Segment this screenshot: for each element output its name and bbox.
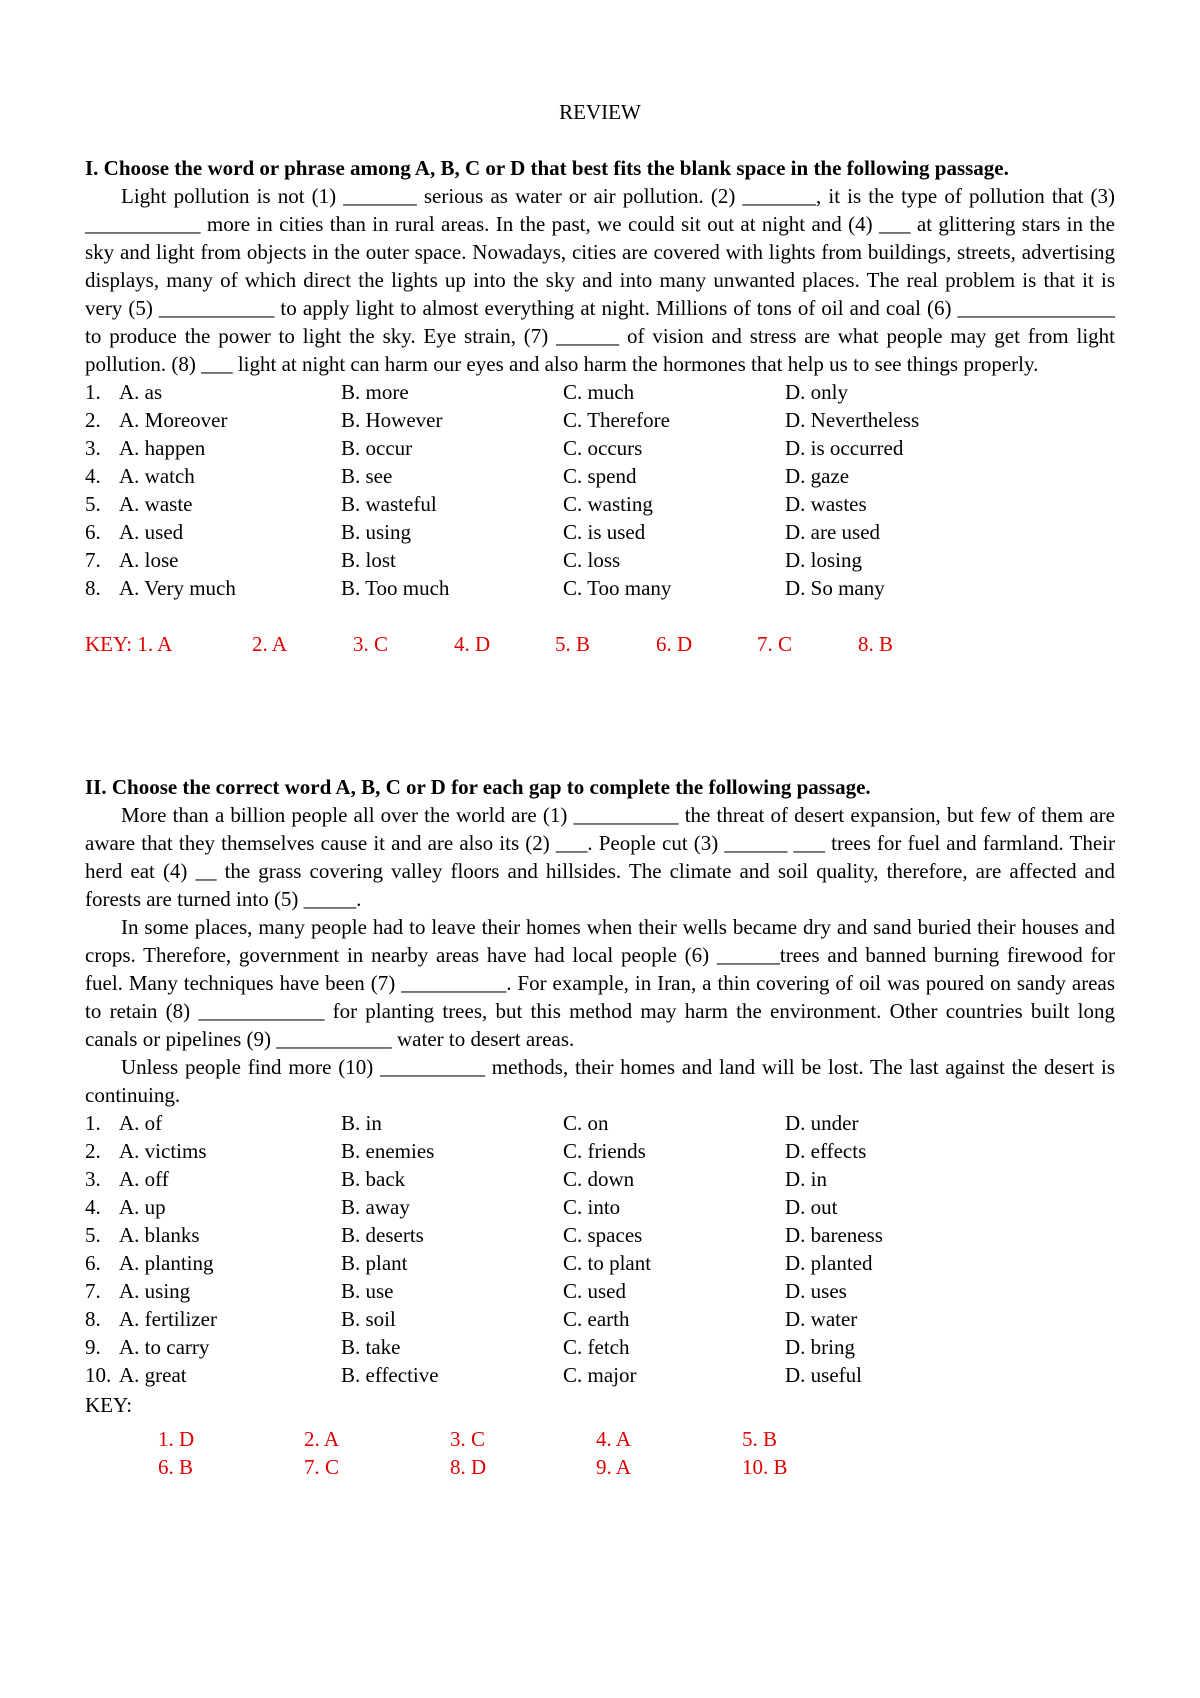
option-a: A. as [119, 380, 163, 404]
option-a: A. victims [119, 1139, 207, 1163]
option-b: B. using [341, 520, 412, 544]
question-number: 5. [85, 492, 101, 516]
page-title: REVIEW [559, 100, 641, 124]
option-b: B. more [341, 380, 409, 404]
option-c: C. to plant [563, 1251, 652, 1275]
option-d: D. losing [785, 548, 863, 572]
question-number: 2. [85, 408, 101, 432]
option-a: A. up [119, 1195, 166, 1219]
question-number: 6. [85, 520, 101, 544]
option-b: B. However [341, 408, 443, 432]
key-item: 2. A [304, 1427, 340, 1451]
option-c: C. spaces [563, 1223, 643, 1247]
option-d: D. gaze [785, 464, 850, 488]
option-row [85, 378, 1115, 406]
key-row [158, 1425, 1115, 1453]
question-number: 4. [85, 464, 101, 488]
option-a: A. planting [119, 1251, 214, 1275]
option-a: A. off [119, 1167, 169, 1191]
option-row [85, 1193, 1115, 1221]
option-d: D. effects [785, 1139, 867, 1163]
option-b: B. back [341, 1167, 406, 1191]
option-c: C. occurs [563, 436, 643, 460]
key-item: 8. B [858, 632, 894, 656]
section-2-options [85, 1109, 1115, 1389]
option-c: C. into [563, 1195, 621, 1219]
key-item: 9. A [596, 1455, 632, 1479]
key-item: 1. D [158, 1427, 195, 1451]
option-c: C. friends [563, 1139, 646, 1163]
option-a: A. watch [119, 464, 195, 488]
option-c: C. wasting [563, 492, 653, 516]
option-b: B. take [341, 1335, 401, 1359]
key-item: 5. B [555, 632, 591, 656]
option-c: C. used [563, 1279, 626, 1303]
option-d: D. is occurred [785, 436, 904, 460]
option-d: D. Nevertheless [785, 408, 920, 432]
question-number: 3. [85, 436, 101, 460]
option-d: D. water [785, 1307, 858, 1331]
option-row [85, 1361, 1115, 1389]
option-b: B. occur [341, 436, 413, 460]
key-item: 7. C [304, 1455, 340, 1479]
option-c: C. spend [563, 464, 637, 488]
key-item: 7. C [757, 632, 793, 656]
key-item: 2. A [252, 632, 288, 656]
option-b: B. use [341, 1279, 394, 1303]
key-item: 10. B [742, 1455, 788, 1479]
option-b: B. deserts [341, 1223, 424, 1247]
question-number: 7. [85, 1279, 101, 1303]
option-c: C. down [563, 1167, 635, 1191]
option-d: D. bareness [785, 1223, 883, 1247]
option-d: D. wastes [785, 492, 867, 516]
key-item: 8. D [450, 1455, 487, 1479]
section-1-options [85, 378, 1115, 602]
question-number: 9. [85, 1335, 101, 1359]
option-a: A. Very much [119, 576, 236, 600]
key-row [158, 1453, 1115, 1481]
option-a: A. Moreover [119, 408, 228, 432]
section-2-passage-1: More than a billion people all over the world are (1) __________ the threat of desert expansion, but few of them are aware that they themselves cause it and are also its (2) ___. People cut (3) ______ ___ trees for fuel and farmland. Their herd eat (4) __ the grass covering valley floors and hillsides. The climate and soil quality, therefore, are affected and forests are turned into (5) _____. [85, 803, 1115, 911]
option-d: D. under [785, 1111, 859, 1135]
option-c: C. earth [563, 1307, 630, 1331]
option-a: A. of [119, 1111, 163, 1135]
section-2-passage-2: In some places, many people had to leave their homes when their wells became dry and sand buried their houses and crops. Therefore, government in nearby areas have had local people (6) ______trees and banned burning firewood for fuel. Many techniques have been (7) __________. For example, in Iran, a thin covering of oil was poured on sandy areas to retain (8) ____________ for planting trees, but this method may harm the environment. Other countries built long canals or pipelines (9) ___________ water to desert areas. [85, 915, 1115, 1051]
option-d: D. So many [785, 576, 885, 600]
option-b: B. plant [341, 1251, 408, 1275]
section-1-key [85, 630, 1115, 658]
option-row [85, 1305, 1115, 1333]
question-number: 4. [85, 1195, 101, 1219]
option-d: D. useful [785, 1363, 862, 1387]
option-row [85, 1277, 1115, 1305]
option-row [85, 1137, 1115, 1165]
question-number: 8. [85, 1307, 101, 1331]
option-a: A. great [119, 1363, 187, 1387]
section-2-heading: II. Choose the correct word A, B, C or D for each gap to complete the following passage. [85, 775, 871, 799]
option-row [85, 406, 1115, 434]
option-row [85, 1333, 1115, 1361]
section-2-key [158, 1425, 1115, 1481]
option-d: D. in [785, 1167, 827, 1191]
option-c: C. much [563, 380, 635, 404]
option-b: B. in [341, 1111, 382, 1135]
option-c: C. Too many [563, 576, 672, 600]
option-row [85, 1249, 1115, 1277]
option-row [85, 1221, 1115, 1249]
option-d: D. are used [785, 520, 881, 544]
option-c: C. fetch [563, 1335, 630, 1359]
section-2-passage-3: Unless people find more (10) __________ methods, their homes and land will be lost. The last against the desert is continuing. [85, 1055, 1115, 1107]
option-b: B. wasteful [341, 492, 437, 516]
key-label: KEY: 1. A [85, 632, 173, 656]
key-item: 4. A [596, 1427, 632, 1451]
option-a: A. using [119, 1279, 191, 1303]
option-row [85, 574, 1115, 602]
option-a: A. happen [119, 436, 206, 460]
question-number: 10. [85, 1363, 112, 1387]
option-a: A. used [119, 520, 184, 544]
option-a: A. to carry [119, 1335, 210, 1359]
option-row [85, 546, 1115, 574]
key-item: 6. B [158, 1455, 194, 1479]
key-item: 3. C [450, 1427, 486, 1451]
option-a: A. blanks [119, 1223, 200, 1247]
option-a: A. lose [119, 548, 179, 572]
option-b: B. lost [341, 548, 396, 572]
option-row [85, 1165, 1115, 1193]
option-row [85, 434, 1115, 462]
question-number: 2. [85, 1139, 101, 1163]
option-c: C. is used [563, 520, 646, 544]
option-d: D. planted [785, 1251, 873, 1275]
option-row [85, 490, 1115, 518]
option-b: B. enemies [341, 1139, 435, 1163]
option-c: C. major [563, 1363, 637, 1387]
option-c: C. Therefore [563, 408, 670, 432]
option-d: D. uses [785, 1279, 847, 1303]
option-b: B. soil [341, 1307, 396, 1331]
section-1 [85, 154, 1115, 658]
question-number: 6. [85, 1251, 101, 1275]
question-number: 1. [85, 380, 101, 404]
option-b: B. effective [341, 1363, 439, 1387]
option-row [85, 1109, 1115, 1137]
key-item: 3. C [353, 632, 389, 656]
option-c: C. on [563, 1111, 609, 1135]
option-a: A. fertilizer [119, 1307, 217, 1331]
question-number: 5. [85, 1223, 101, 1247]
question-number: 8. [85, 576, 101, 600]
key-item: 6. D [656, 632, 693, 656]
section-2-key-label: KEY: [85, 1393, 133, 1417]
option-b: B. away [341, 1195, 410, 1219]
option-d: D. bring [785, 1335, 855, 1359]
option-a: A. waste [119, 492, 193, 516]
option-b: B. see [341, 464, 393, 488]
key-item: 4. D [454, 632, 491, 656]
option-row [85, 518, 1115, 546]
key-item: 5. B [742, 1427, 778, 1451]
section-2 [85, 773, 1115, 1481]
question-number: 3. [85, 1167, 101, 1191]
option-c: C. loss [563, 548, 621, 572]
question-number: 7. [85, 548, 101, 572]
question-number: 1. [85, 1111, 101, 1135]
section-1-passage: Light pollution is not (1) _______ serious as water or air pollution. (2) _______, it is the type of pollution that (3) ___________ more in cities than in rural areas. In the past, we could sit out at night and (4) ___ at glittering stars in the sky and light from objects in the outer space. Nowadays, cities are covered with lights from buildings, streets, advertising displays, many of which direct the lights up into the sky and into many unwanted places. The real problem is that it is very (5) ___________ to apply light to almost everything at night. Millions of tons of oil and coal (6) _______________ to produce the power to light the sky. Eye strain, (7) ______ of vision and stress are what people may get from light pollution. (8) ___ light at night can harm our eyes and also harm the hormones that help us to see things properly. [85, 184, 1115, 376]
section-1-heading: I. Choose the word or phrase among A, B, C or D that best fits the blank space in the following passage. [85, 156, 1009, 180]
option-d: D. out [785, 1195, 838, 1219]
option-b: B. Too much [341, 576, 450, 600]
option-row [85, 462, 1115, 490]
option-d: D. only [785, 380, 848, 404]
